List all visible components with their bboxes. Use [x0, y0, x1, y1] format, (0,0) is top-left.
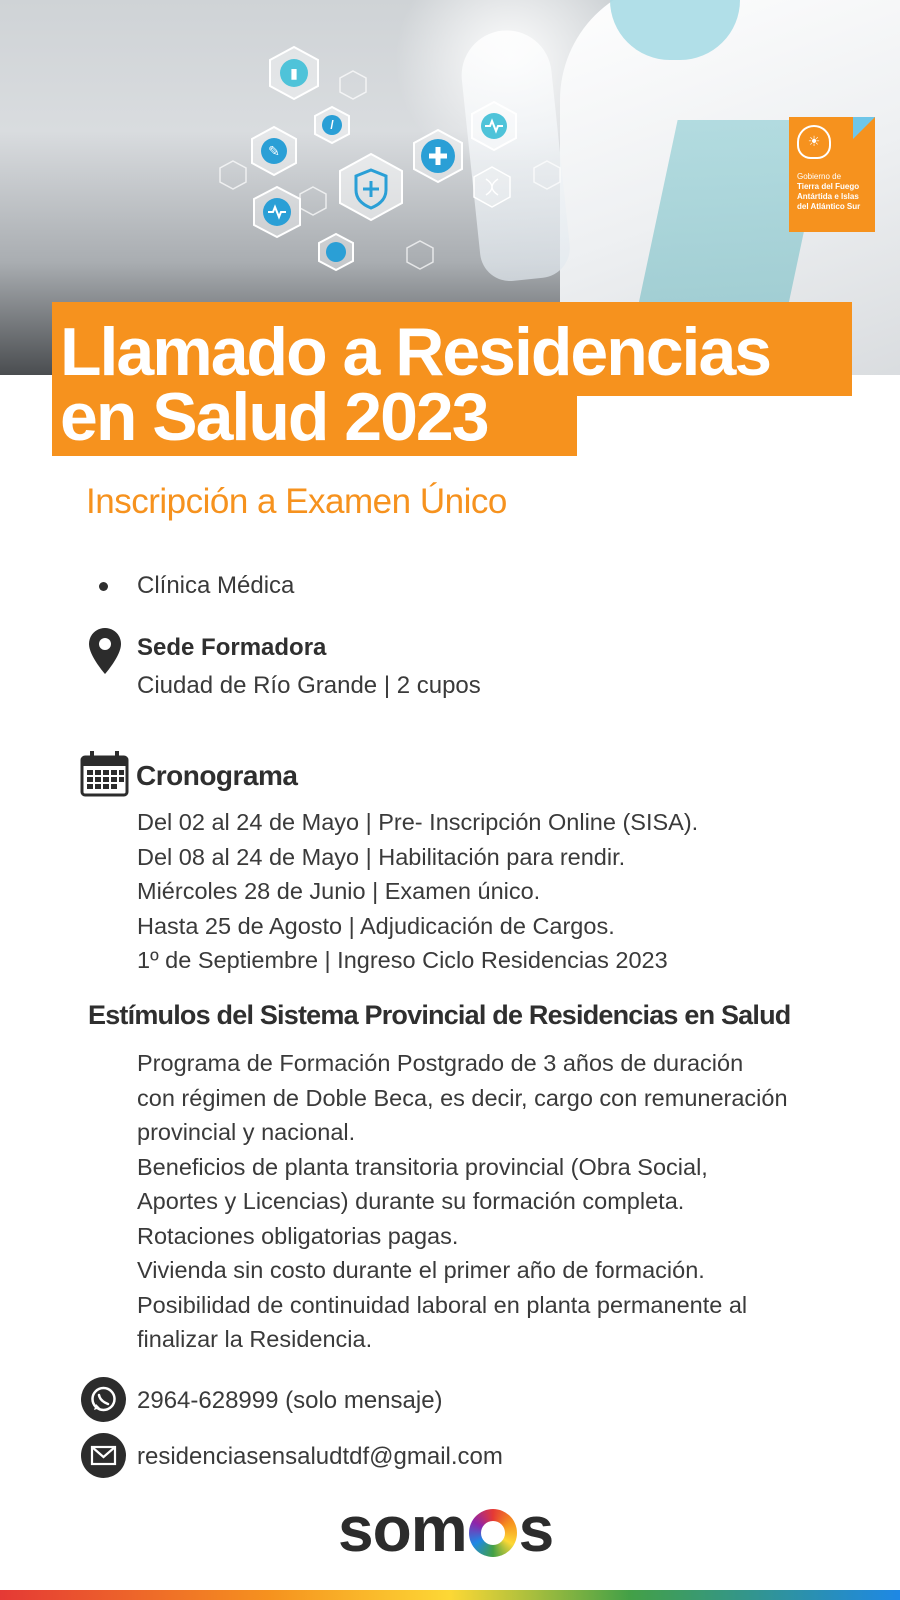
cronograma-item: Miércoles 28 de Junio | Examen único. [137, 878, 541, 904]
hexagon-decoration [532, 160, 562, 190]
estimulos-line: Rotaciones obligatorias pagas. [137, 1222, 459, 1249]
estimulos-heading: Estímulos del Sistema Provincial de Residencias en Salud [88, 1000, 791, 1030]
gov-line-2: Tierra del Fuego [797, 182, 860, 191]
cronograma-list [137, 805, 698, 978]
hexagon-decoration [338, 70, 368, 100]
page-title-line-2: en Salud 2023 [60, 379, 488, 455]
cronograma-item: Del 02 al 24 de Mayo | Pre- Inscripción Online (SISA). [137, 809, 699, 835]
cronograma-item: Del 08 al 24 de Mayo | Habilitación para rendir. [137, 843, 626, 870]
gov-line-1: Gobierno de [797, 172, 842, 181]
estimulos-line: Vivienda sin costo durante el primer año de formación. [137, 1257, 705, 1283]
government-logo [789, 117, 875, 232]
contact-email[interactable]: residenciasensaludtdf@gmail.com [137, 1443, 503, 1470]
crest-icon: ☀ [797, 125, 831, 159]
estimulos-line: con régimen de Doble Beca, es decir, cargo con remuneración [137, 1084, 788, 1111]
page-subtitle: Inscripción a Examen Único [86, 482, 507, 521]
page-title-line-1: Llamado a Residencias [60, 314, 771, 390]
syringe-icon: ✎ [248, 125, 300, 177]
contact-phone[interactable]: 2964-628999 (solo mensaje) [137, 1387, 443, 1414]
color-ring-icon [469, 1509, 517, 1557]
estimulos-line: Beneficios de planta transitoria provincial (Obra Social, [137, 1153, 708, 1180]
email-icon [81, 1433, 126, 1478]
hexagon-decoration [218, 160, 248, 190]
estimulos-line: Programa de Formación Postgrado de 3 años de duración [137, 1050, 744, 1076]
dna-icon [470, 165, 514, 209]
estimulos-line: finalizar la Residencia. [137, 1326, 373, 1352]
location-pin-icon [88, 627, 122, 675]
calendar-icon [80, 750, 129, 797]
heart-monitor-icon [250, 185, 304, 239]
estimulos-line: Aportes y Licencias) durante su formación completa. [137, 1188, 685, 1214]
hexagon-decoration [405, 240, 435, 270]
somos-logo [338, 1493, 554, 1565]
shield-cross-icon [336, 152, 406, 222]
heartbeat-icon [468, 100, 520, 152]
government-name [797, 172, 873, 212]
somos-logo-text-start: som [338, 1493, 467, 1565]
logo-fold-corner [853, 117, 875, 139]
estimulos-list [137, 1046, 788, 1357]
whatsapp-icon [81, 1377, 126, 1422]
specialty-item: Clínica Médica [137, 572, 295, 599]
pill-icon: / [312, 105, 352, 145]
medicine-bottle-icon: ▮ [266, 45, 322, 101]
cronograma-item: Hasta 25 de Agosto | Adjudicación de Cargos. [137, 912, 615, 939]
gov-line-4: del Atlántico Sur [797, 202, 861, 211]
first-aid-plus-icon [410, 128, 466, 184]
somos-logo-text-end: s [518, 1493, 554, 1565]
lab-flask-icon [316, 232, 356, 272]
cronograma-item: 1º de Septiembre | Ingreso Ciclo Residencias 2023 [137, 947, 668, 973]
estimulos-line: Posibilidad de continuidad laboral en planta permanente al [137, 1291, 748, 1318]
estimulos-line: provincial y nacional. [137, 1119, 356, 1145]
sede-heading: Sede Formadora [137, 634, 327, 661]
rainbow-bottom-bar [0, 1590, 900, 1600]
cronograma-heading: Cronograma [136, 760, 298, 791]
gov-line-3: Antártida e Islas [797, 192, 859, 201]
bullet-icon [99, 582, 108, 591]
sede-detail: Ciudad de Río Grande | 2 cupos [137, 672, 481, 699]
